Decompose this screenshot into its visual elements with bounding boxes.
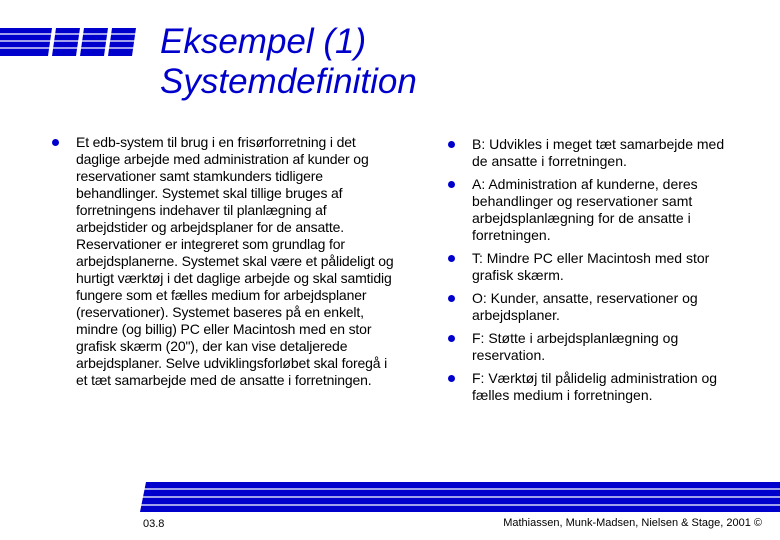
bullet-icon <box>448 335 455 342</box>
batof-criteria-list <box>448 136 728 410</box>
bottom-stripes-divider <box>140 482 780 512</box>
slide-title <box>160 22 417 102</box>
criterion-text: T: Mindre PC eller Macintosh med stor grafisk skærm. <box>472 250 710 283</box>
system-definition-text <box>52 134 397 395</box>
list-item <box>448 136 728 170</box>
list-item <box>448 176 728 244</box>
list-item <box>448 330 728 364</box>
title-line-1: Eksempel (1) <box>160 22 367 61</box>
bullet-icon <box>448 141 455 148</box>
list-item <box>448 290 728 324</box>
list-item <box>52 134 397 389</box>
criterion-text: B: Udvikles i meget tæt samarbejde med de ansatte i forretningen. <box>472 136 725 169</box>
copyright-notice: Mathiassen, Munk-Madsen, Nielsen & Stage, 2001 © <box>503 517 762 529</box>
definition-paragraph: Et edb-system til brug i en frisørforretning i det daglige arbejde med administration af kunder og reservationer samt stamkunders tidligere behandlinger. Systemet skal tillige bruges af forretningens indehaver til planlægning af arbejdstider og arbejdsplaner for de ansatte. Reservationer er integreret som grundlag for arbejdsplanerne. Systemet skal være et pålideligt og hurtigt værktøj i det daglige arbejde og skal samtidig fungere som et fælles medium for arbejdsplaner (reservationer). Systemet baseres på en enkelt, mindre (og billig) PC eller Macintosh med en stor grafisk skærm (20"), der kan vise detaljerede arbejdsplaner. Selve udviklingsforløbet skal foregå i et tæt samarbejde med de ansatte i forretningen. <box>76 134 394 388</box>
criterion-text: F: Værktøj til pålidelig administration og fælles medium i forretningen. <box>472 370 718 403</box>
bullet-icon <box>448 255 455 262</box>
criterion-text: O: Kunder, ansatte, reservationer og arbejdsplaner. <box>472 290 698 323</box>
criterion-text: A: Administration af kunderne, deres behandlinger og reservationer samt arbejdsplanlægning for de ansatte i forretningen. <box>472 176 698 243</box>
page-number: 03.8 <box>143 518 165 530</box>
list-item <box>448 370 728 404</box>
bullet-icon <box>448 375 455 382</box>
logo-stripes-icon <box>0 28 150 56</box>
bullet-icon <box>448 295 455 302</box>
bullet-icon <box>52 139 59 146</box>
list-item <box>448 250 728 284</box>
bullet-icon <box>448 181 455 188</box>
criterion-text: F: Støtte i arbejdsplanlægning og reservation. <box>472 330 679 363</box>
title-line-2: Systemdefinition <box>160 62 417 101</box>
